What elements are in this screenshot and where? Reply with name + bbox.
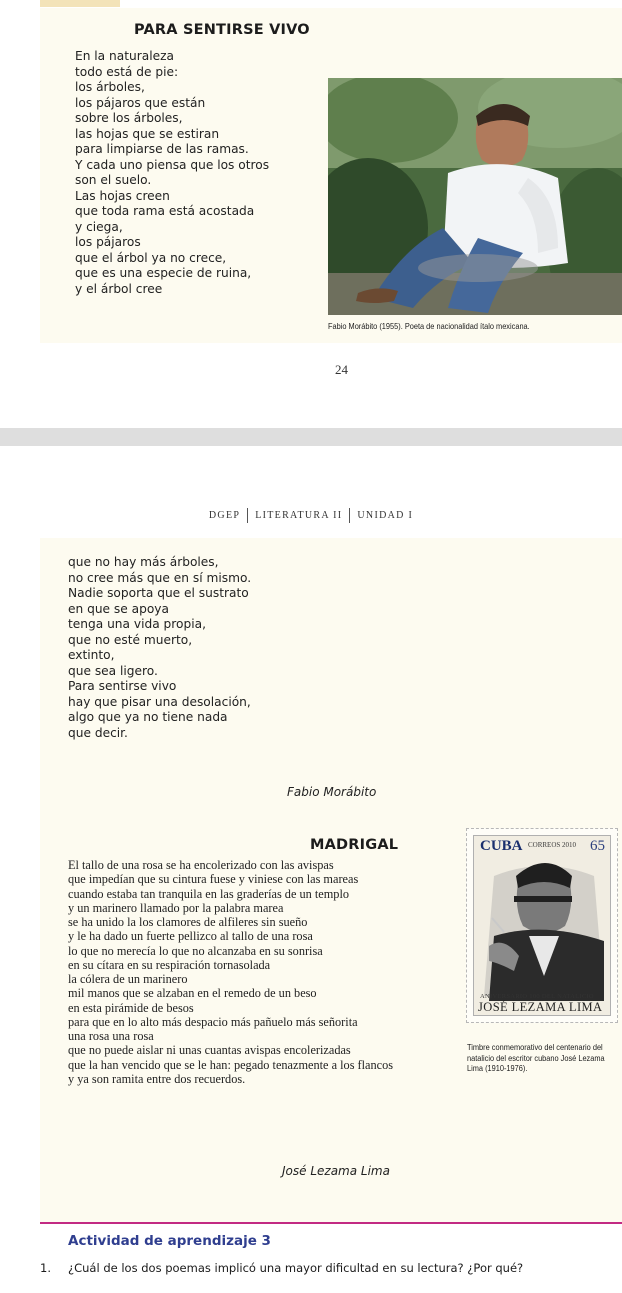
photo-caption: Fabio Morábito (1955). Poeta de nacionalidad ítalo mexicana. xyxy=(328,321,530,331)
poem-line: para limpiarse de las ramas. xyxy=(75,142,249,156)
poem-continuation xyxy=(68,555,251,741)
poem-line: todo está de pie: xyxy=(75,64,179,79)
poem-line: extinto, xyxy=(68,648,115,662)
poem-line: que no hay más árboles, xyxy=(68,555,219,569)
poem-line: en que se apoya xyxy=(68,601,169,616)
header-right: UNIDAD I xyxy=(357,509,414,521)
poem-line: y ciega, xyxy=(75,219,123,234)
previous-section-strip xyxy=(40,0,120,7)
activity-heading: Actividad de aprendizaje 3 xyxy=(68,1233,271,1249)
poem-line: lo que no merecía lo que no alcanzaba en su sonrisa xyxy=(68,943,323,958)
poem-line: En la naturaleza xyxy=(75,49,174,63)
poem-line: las hojas que se estiran xyxy=(75,126,220,141)
poem-line: que es una especie de ruina, xyxy=(75,266,252,280)
poem-line: los pájaros xyxy=(75,235,141,249)
poem-line: Las hojas creen xyxy=(75,188,170,203)
author-photo xyxy=(328,78,622,315)
header-divider xyxy=(247,508,248,523)
header-left: DGEP xyxy=(208,509,241,521)
poem-line: y le ha dado un fuerte pellizco al tallo de una rosa xyxy=(68,929,313,944)
author-signature: Fabio Morábito xyxy=(287,785,377,799)
caption-line: Timbre conmemorativo del centenario del xyxy=(467,1042,603,1052)
poem-line: y el árbol cree xyxy=(75,281,163,296)
poem-body xyxy=(75,49,269,297)
postage-stamp xyxy=(466,828,618,1023)
poem-line: para que en lo alto más despacio más pañuelo más señorita xyxy=(68,1014,358,1029)
caption-line: natalicio del escritor cubano José Lezama xyxy=(467,1052,605,1063)
stamp-country: CUBA xyxy=(480,838,523,854)
stamp-anniversary: ANIVERSARIO 100 DEL NATALICIO xyxy=(480,993,594,1000)
madrigal-title: MADRIGAL xyxy=(310,837,399,853)
author-signature: José Lezama Lima xyxy=(282,1164,390,1178)
poem-line: mil manos que se alzaban en el remedo de un beso xyxy=(68,986,317,1001)
stamp-caption xyxy=(467,1042,605,1074)
poem-line: hay que pisar una desolación, xyxy=(68,694,251,709)
madrigal-body xyxy=(68,858,393,1086)
stamp-name: JOSÉ LEZAMA LIMA xyxy=(478,1000,603,1014)
page-separator xyxy=(0,428,622,446)
poem-line: Nadie soporta que el sustrato xyxy=(68,586,249,600)
poem-line: y ya son ramita entre dos recuerdos. xyxy=(68,1071,246,1086)
header-middle: LITERATURA II xyxy=(255,509,343,521)
question-text: ¿Cuál de los dos poemas implicó una mayor dificultad en su lectura? ¿Por qué? xyxy=(68,1261,524,1275)
poem-line: que no puede aislar ni unas cuantas avispas encolerizadas xyxy=(68,1043,351,1058)
poem-line: Para sentirse vivo xyxy=(68,679,177,693)
poem-line: cuando estaba tan tranquila en las graderías de un templo xyxy=(68,886,350,901)
poem-line: los pájaros que están xyxy=(75,95,206,110)
poem-line: son el suelo. xyxy=(75,173,152,187)
poem-line: Y cada uno piensa que los otros xyxy=(75,157,270,172)
page-25 xyxy=(0,446,622,1293)
poem-line: El tallo de una rosa se ha encolerizado con las avispas xyxy=(68,858,334,872)
poem-line: se ha unido la los clamores de alfileres sin sueño xyxy=(68,915,308,929)
poem-line: en esta pirámide de besos xyxy=(68,1000,194,1015)
poem-line: que el árbol ya no crece, xyxy=(75,250,227,265)
header-divider xyxy=(349,508,350,523)
poem-line: sobre los árboles, xyxy=(75,111,183,125)
stamp-image xyxy=(473,835,611,1016)
caption-line: Lima (1910-1976). xyxy=(467,1063,528,1073)
poem-line: los árboles, xyxy=(75,80,145,94)
poem-title: PARA SENTIRSE VIVO xyxy=(134,22,310,38)
poem-line: que decir. xyxy=(68,725,128,740)
stamp-value: 65 xyxy=(590,838,605,854)
poem-line: la cólera de un marinero xyxy=(68,972,188,986)
poem-line: que la han vencido que se le han: pegado tenazmente a los flancos xyxy=(68,1057,394,1072)
section-rule xyxy=(40,1222,622,1224)
question-number: 1. xyxy=(40,1261,51,1275)
poem-line: tenga una vida propia, xyxy=(68,617,206,631)
page-24 xyxy=(0,0,622,428)
poem-line: que no esté muerto, xyxy=(68,632,193,647)
poem-line: que sea ligero. xyxy=(68,663,158,678)
poem-line: que impedían que su cintura fuese y viniese con las mareas xyxy=(68,872,359,887)
poem-line: no cree más que en sí mismo. xyxy=(68,570,252,585)
running-header xyxy=(0,508,622,523)
poem-line: una rosa una rosa xyxy=(68,1029,154,1043)
poem-line: en su cítara en su respiración tornasolada xyxy=(68,957,271,972)
poem-line: y un marinero llamado por la palabra marea xyxy=(68,900,284,915)
stamp-issue: CORREOS 2010 xyxy=(528,841,577,849)
page-number: 24 xyxy=(335,362,348,377)
poem-line: algo que ya no tiene nada xyxy=(68,710,228,724)
poem-line: que toda rama está acostada xyxy=(75,204,255,218)
